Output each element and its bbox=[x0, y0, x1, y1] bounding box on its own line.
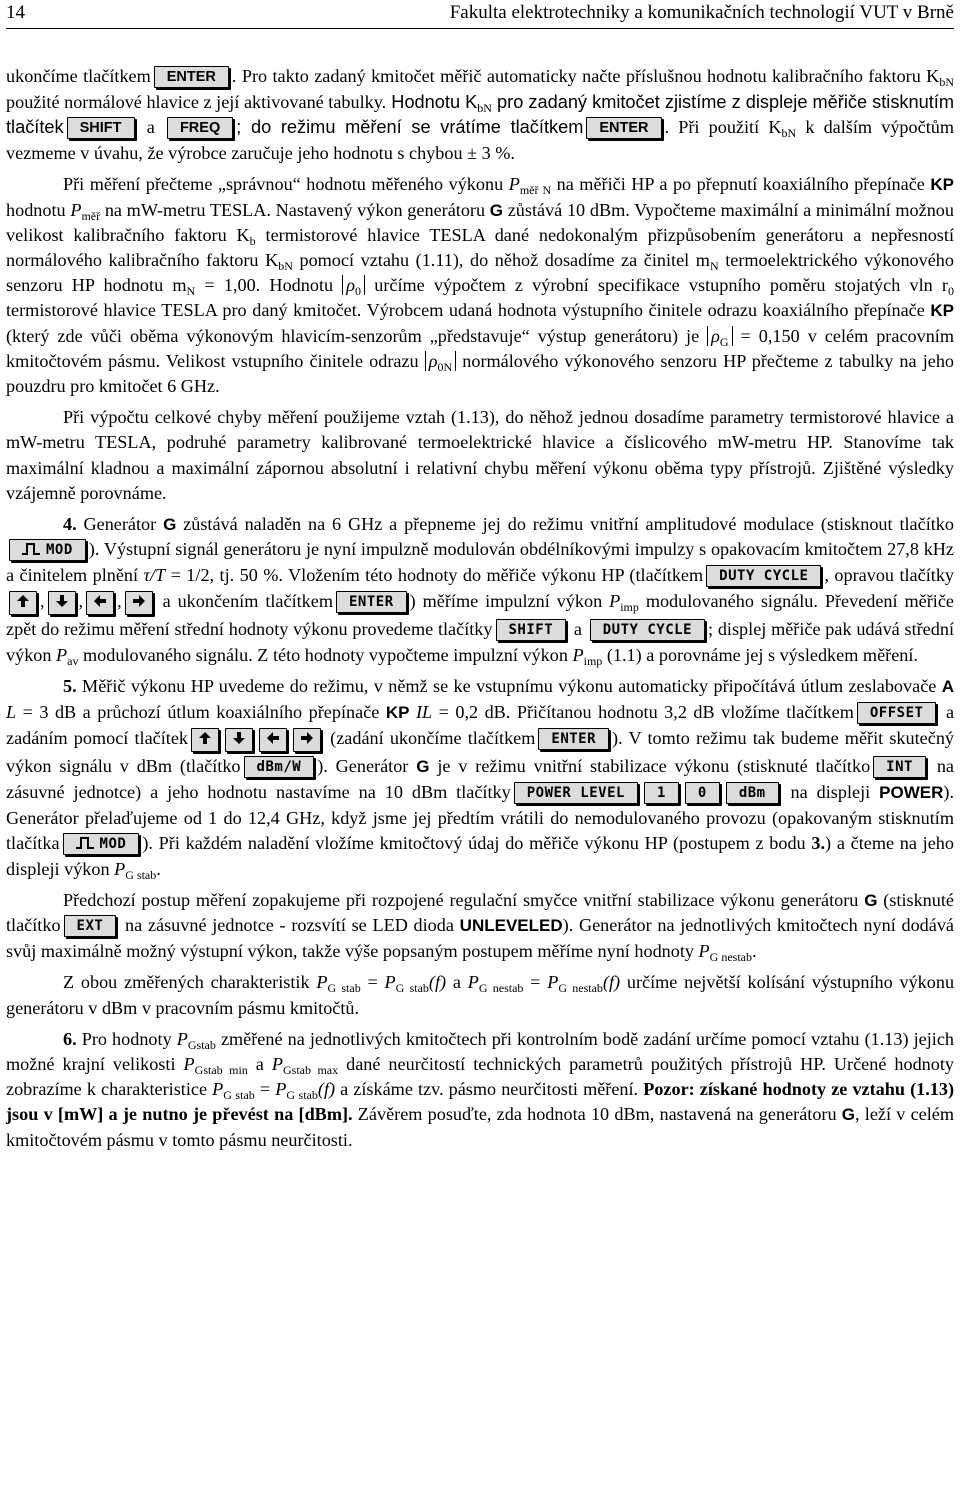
paragraph-1: ukončíme tlačítkem ENTER . Pro takto zadaný kmitočet měřič automaticky načte příslušnou hodnotu kalibračního faktoru $K_{bN}$ použité normálové hlavice z její aktivované tabulky. Hodnotu $K_{bN}$ pro zadaný kmitočet zjistíme z displeje měřiče stisknutím tlačítek SHIFT a FREQ ; do režimu měření se vrátíme tlačítkem ENTER . Při použití $K_{bN}$ k dalším výpočtům vezmeme v úvahu, že výrobce zaručuje jeho hodnotu s chybou ± 3 %. bbox=[6, 66, 955, 164]
label-g: G bbox=[416, 756, 430, 776]
arrow-right-icon bbox=[132, 594, 146, 614]
int-key: INT bbox=[873, 756, 926, 778]
offset-key: OFFSET bbox=[857, 702, 937, 724]
duty-cycle-key: DUTY CYCLE bbox=[590, 619, 705, 641]
power-level-key: POWER LEVEL bbox=[514, 782, 638, 804]
ext-key: EXT bbox=[64, 915, 117, 937]
label-kp: KP bbox=[930, 301, 954, 321]
label-kp: KP bbox=[385, 702, 410, 722]
square-wave-icon bbox=[76, 837, 94, 849]
label-a: A bbox=[941, 677, 954, 697]
shift-key: SHIFT bbox=[67, 117, 135, 139]
arrow-up-key bbox=[191, 728, 219, 752]
arrow-left-key bbox=[259, 728, 287, 752]
arrow-down-key bbox=[48, 591, 76, 615]
enter-key: ENTER bbox=[538, 728, 609, 750]
arrow-left-icon bbox=[266, 731, 280, 751]
paragraph-7: Z obou změřených charakteristik $P_{G stab} = P_{G stab}(f)$ a $P_{G nestab} = P_{G nestab}(f)$ určíme největší kolísání výstupního výkonu generátoru v dBm v pracovním pásmu kmitočtů. bbox=[6, 972, 955, 1018]
label-g: G bbox=[489, 200, 504, 220]
body-text bbox=[6, 64, 954, 1159]
arrow-right-icon bbox=[300, 731, 314, 751]
arrow-up-icon bbox=[198, 731, 212, 751]
paragraph-6: Předchozí postup měření zopakujeme při rozpojené regulační smyčce vnitřní stabilizace výkonu generátoru G (stisknuté tlačítko EXT na zásuvné jednotce - rozsvítí se LED dioda UNLEVELED). Generátor na jednotlivých kmitočtech nyní dodává svůj maximálně možný výstupní výkon, takže výše popsaným postupem měříme nyní hodnoty $P_{G nestab}$. bbox=[6, 890, 954, 965]
label-g: G bbox=[864, 891, 878, 911]
enter-key: ENTER bbox=[586, 117, 661, 139]
arrow-up-icon bbox=[16, 594, 30, 614]
mod-key: MOD bbox=[63, 833, 140, 855]
digit-0-key: 0 bbox=[685, 782, 720, 804]
digit-1-key: 1 bbox=[644, 782, 679, 804]
label-kp: KP bbox=[930, 175, 954, 195]
paragraph-2: Při měření přečteme „správnou“ hodnotu měřeného výkonu $P_{měř N}$ na měřiči HP a po přepnutí koaxiálního přepínače KP hodnotu $P_{měř}$ na mW-metru TESLA. Nastavený výkon generátoru G zůstává 10 dBm. Vypočteme maximální a minimální možnou velikost kalibračního faktoru $K_b$ termistorové hlavice TESLA dané nedokonalým přizpůsobením generátoru a nepřesností normálového kalibračního faktoru $K_{bN}$ pomocí vztahu (1.11), do něhož dosadíme za činitel $m_N$ termoelektrického výkonového senzoru HP hodnotu $m_N = 1,00$. Hodnotu $\rho_0$ určíme výpočtem z výrobní specifikace vstupního poměru stojatých vln $r_0$ termistorové hlavice TESLA pro daný kmitočet. Výrobcem udaná hodnota výstupního činitele odrazu koaxiálního přepínače KP (který zde vůči oběma výkonovým hlavicím-senzorům „představuje“ výstup generátoru) je $\rho_G = 0,150$ v celém pracovním kmitočtovém pásmu. Velikost vstupního činitele odrazu $\rho_{0N}$ normálového výkonového senzoru HP přečteme z tabulky na jeho pouzdru pro kmitočet 6 GHz. bbox=[6, 174, 955, 397]
duty-cycle-key: DUTY CYCLE bbox=[706, 565, 821, 587]
shift-key: SHIFT bbox=[496, 619, 567, 641]
paragraph-4: 4. Generátor G zůstává naladěn na 6 GHz a přepneme jej do režimu vnitřní amplitudové modulace (stisknout tlačítko MOD ). Výstupní signál generátoru je nyní impulzně modulován obdélníkovými impulzy s opakovacím kmitočtem 27,8 kHz a činitelem plnění τ/T = 1/2, tj. 50 %. Vložením této hodnoty do měřiče výkonu HP (tlačítkem DUTY CYCLE , opravou tlačítky, , , a ukončením tlačítkem ENTER ) měříme impulzní výkon $P_{imp}$ modulovaného signálu. Převedení měřiče zpět do režimu měření střední hodnoty výkonu provedeme tlačítky SHIFT a DUTY CYCLE ; displej měřiče pak udává střední výkon $P_{av}$ modulovaného signálu. Z této hodnoty vypočteme impulzní výkon $P_{imp}$ (1.1) a porovnáme jej s výsledkem měření. bbox=[6, 514, 955, 669]
page-number: 14 bbox=[6, 2, 25, 23]
freq-key: FREQ bbox=[167, 117, 233, 139]
dbm-key: dBm bbox=[726, 782, 779, 804]
label-g: G bbox=[841, 1105, 856, 1125]
arrow-down-icon bbox=[232, 731, 246, 751]
arrow-down-key bbox=[225, 728, 253, 752]
paragraph-5: 5. Měřič výkonu HP uvedeme do režimu, v němž se ke vstupnímu výkonu automaticky připočítává útlum zeslabovače A L = 3 dB a průchozí útlum koaxiálního přepínače KP IL = 0,2 dB. Přičítanou hodnotu 3,2 dB vložíme tlačítkem OFFSET a zadáním pomocí tlačítek (zadání ukončíme tlačítkem ENTER ). V tomto režimu tak budeme měřit skutečný výkon signálu v dBm (tlačítko dBm/W ). Generátor G je v režimu vnitřní stabilizace výkonu (stisknuté tlačítko INT na zásuvné jednotce) a jeho hodnotu nastavíme na 10 dBm tlačítky POWER LEVEL 1 0 dBm na displeji POWER). Generátor přelaďujeme od 1 do 12,4 GHz, když jsme jej předtím vrátili do nemodulovaného provozu (opakovaným stisknutím tlačítka MOD ). Při každém naladění vložíme kmitočtový údaj do měřiče výkonu HP (postupem z bodu 3.) a čteme na jeho displeji výkon $P_{G stab}$. bbox=[6, 676, 955, 882]
warning-note: Pozor: získané hodnoty ze vztahu (1.13) jsou v [mW] a je nutno je převést na [dBm]. bbox=[6, 1079, 955, 1125]
arrow-right-key bbox=[125, 591, 153, 615]
label-unleveled: UNLEVELED bbox=[459, 916, 563, 936]
label-power: POWER bbox=[879, 782, 944, 802]
arrow-up-key bbox=[9, 591, 37, 615]
arrow-down-icon bbox=[55, 594, 69, 614]
mod-key: MOD bbox=[9, 539, 86, 561]
arrow-left-key bbox=[86, 591, 114, 615]
arrow-left-icon bbox=[93, 594, 107, 614]
square-wave-icon bbox=[22, 543, 40, 555]
enter-key: ENTER bbox=[154, 66, 229, 88]
enter-key: ENTER bbox=[336, 591, 407, 613]
label-g: G bbox=[163, 515, 177, 535]
dbm-w-key: dBm/W bbox=[244, 756, 315, 778]
running-title: Fakulta elektrotechniky a komunikačních technologií VUT v Brně bbox=[449, 2, 954, 23]
paragraph-3: Při výpočtu celkové chyby měření použijeme vztah (1.13), do něhož jednou dosadíme parametry termistorové hlavice a mW-metru TESLA, podruhé parametry kalibrované termoelektrické hlavice a číslicového mW-metru HP. Stanovíme tak maximální kladnou a maximální zápornou absolutní i relativní chybu měření výkonu oběma typy přístrojů. Zjištěné výsledky vzájemně porovnáme. bbox=[6, 407, 954, 503]
arrow-right-key bbox=[293, 728, 321, 752]
paragraph-8: 6. Pro hodnoty $P_{Gstab}$ změřené na jednotlivých kmitočtech při kontrolním bodě zadání určíme pomocí vztahu (1.13) jejich možné krajní velikosti $P_{Gstab min}$ a $P_{Gstab max}$ dané neurčitostí technických parametrů použitých přístrojů HP. Určené hodnoty zobrazíme k charakteristice $P_{G stab} = P_{G stab}(f)$ a získáme tzv. pásmo neurčitosti měření. Pozor: získané hodnoty ze vztahu (1.13) jsou v [mW] a je nutno je převést na [dBm]. Závěrem posuďte, zda hodnota 10 dBm, nastavená na generátoru G, leží v celém kmitočtovém pásmu v tomto pásmu neurčitosti. bbox=[6, 1028, 955, 1150]
page-header bbox=[6, 0, 954, 29]
